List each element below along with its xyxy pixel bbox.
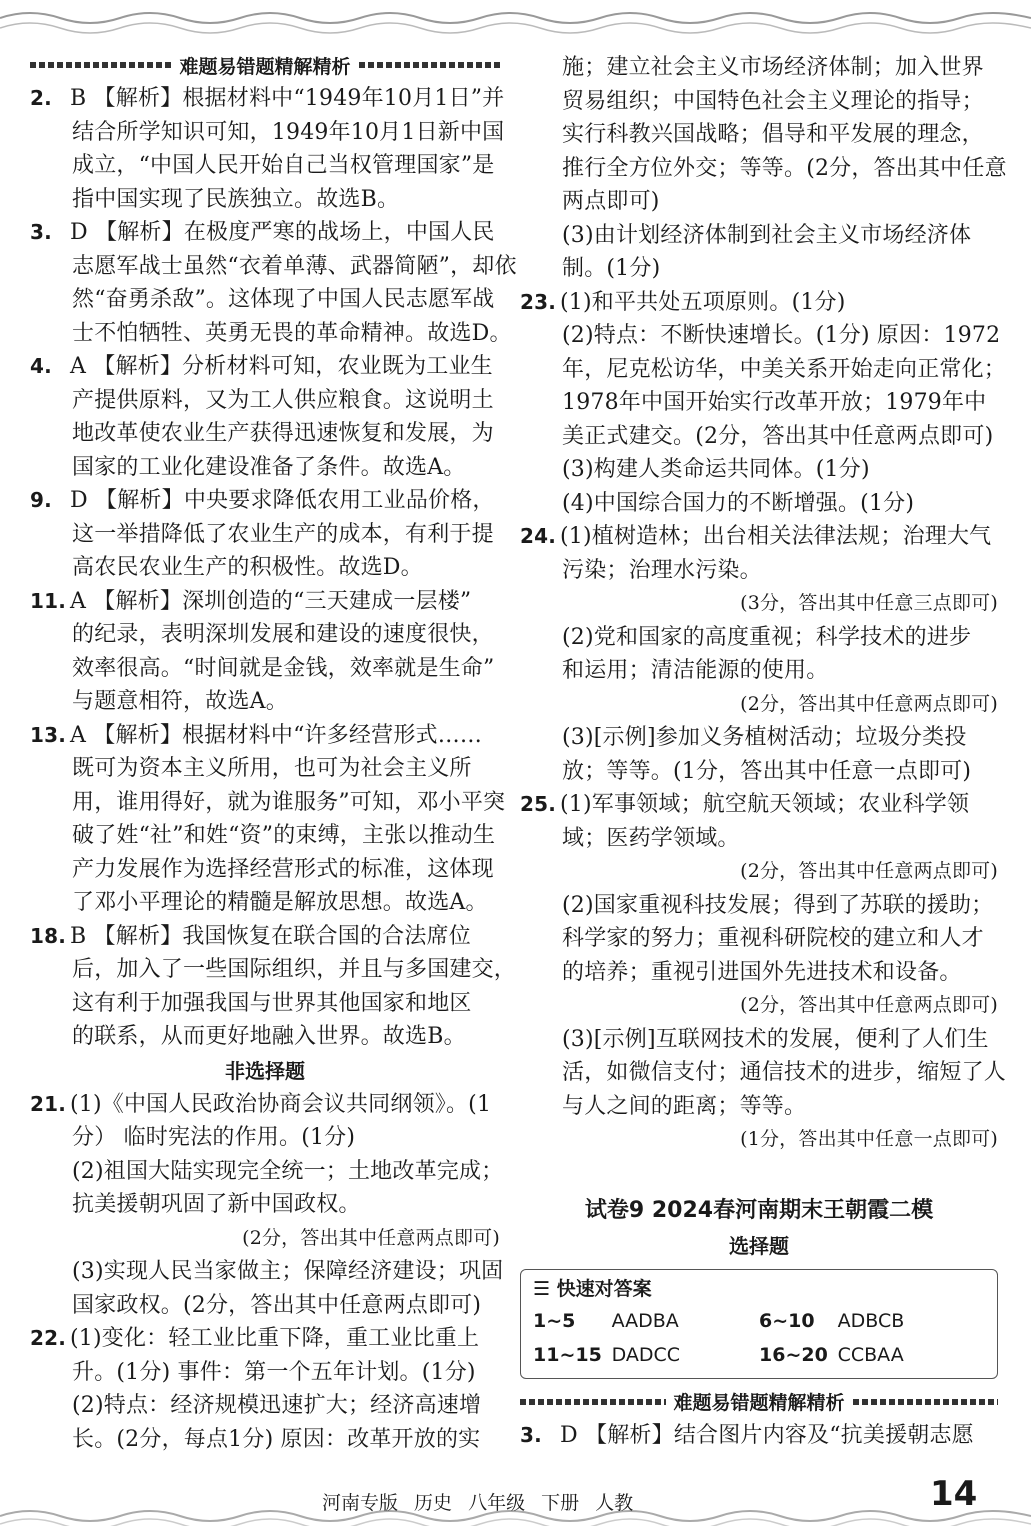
left-answer-list [30, 82, 517, 1456]
item-number: 24. [520, 524, 557, 548]
answer-line: 推行全方位外交；等等。(2分，答出其中任意 [562, 155, 1007, 181]
scoring-note: (2分，答出其中任意两点即可) [740, 692, 998, 715]
answer-line: 与人之间的距离；等等。 [562, 1093, 807, 1119]
item-text: (1)和平共处五项原则。(1分) [560, 289, 846, 315]
left-column [30, 48, 517, 1456]
answer-line: 成立，“中国人民开始自己当权管理国家”是 [72, 153, 495, 178]
quick-answer-row: 11~15 DADCC 16~20 CCBAA [533, 1343, 904, 1366]
answer-item [30, 216, 500, 250]
answer-line: 与题意相符，故选A。 [72, 689, 288, 714]
footer-info: 河南专版 历史 八年级 下册 人教 [322, 1492, 634, 1514]
list-icon: ☰ [533, 1277, 557, 1300]
item-number: 21. [30, 1091, 67, 1116]
answer-item [520, 520, 998, 554]
section-banner [30, 48, 500, 82]
answer-item [30, 82, 505, 116]
item-text: D 【解析】在极度严寒的战场上，中国人民 [70, 220, 495, 245]
answer-item [30, 920, 500, 954]
answer-item [520, 788, 998, 822]
answer-item [30, 1322, 500, 1356]
banner-title: 难题易错题精解精析 [673, 1392, 845, 1414]
item-number: 18. [30, 923, 67, 948]
answer-line: (2)祖国大陆实现完全统一；土地改革完成； [72, 1158, 504, 1184]
answer-line: 分） 临时宪法的作用。(1分) [72, 1125, 356, 1150]
answer-item [30, 585, 500, 619]
answer-line: 既可为资本主义所用，也可为社会主义所 [72, 756, 472, 781]
answer-line: 产提供原料，又为工人供应粮食。这说明土 [72, 387, 494, 413]
answer-line: 美正式建交。(2分，答出其中任意两点即可) [562, 423, 994, 449]
answer-line: (3)构建人类命运共同体。(1分) [562, 457, 870, 482]
answer-line: 这一举措降低了农业生产的成本，有利于提 [72, 521, 494, 547]
answer-line: 的培养；重视引进国外先进技术和设备。 [562, 959, 962, 985]
item-text: B 【解析】根据材料中“1949年10月1日”并 [70, 86, 505, 111]
item-number: 2. [30, 86, 52, 110]
answer-line: 科学家的努力；重视科研院校的建立和人才 [562, 926, 984, 951]
answer-line: 结合所学知识可知，1949年10月1日新中国 [72, 119, 505, 145]
answer-line: 了邓小平理论的精髓是解放思想。故选A。 [72, 890, 488, 915]
answer-line: 升。(1分) 事件：第一个五年计划。(1分) [72, 1359, 476, 1385]
answer-line: (2)特点：经济规模迅速扩大；经济高速增 [72, 1393, 482, 1418]
answer-item [30, 719, 500, 753]
quick-answer-box [520, 1269, 998, 1379]
answer-line: 产力发展作为选择经营形式的标准，这体现 [72, 856, 494, 882]
answer-line: 国家政权。(2分，答出其中任意两点即可) [72, 1292, 482, 1318]
answer-line: (4)中国综合国力的不断增强。(1分) [562, 490, 915, 516]
answer-line: 施；建立社会主义市场经济体制；加入世界 [562, 55, 984, 80]
answer-item [30, 1088, 500, 1122]
item-number: 22. [30, 1326, 67, 1350]
answer-line: 后，加入了一些国际组织，并且与多国建交， [72, 957, 517, 982]
item-text: D 【解析】中央要求降低农用工业品价格， [70, 488, 495, 513]
item-text: (1)植树造林；出台相关法律法规；治理大气 [560, 524, 992, 549]
scoring-note: (1分，答出其中任意一点即可) [740, 1128, 998, 1150]
answer-line: 用，谁用得好，就为谁服务”可知，邓小平突 [72, 789, 506, 815]
answer-line: 士不怕牺牲、英勇无畏的革命精神。故选D。 [72, 320, 512, 346]
answer-line: (3)[示例]互联网技术的发展，便利了人们生 [562, 1026, 989, 1052]
answer-item: 3. D 【解析】结合图片内容及“抗美援朝志愿 [520, 1422, 974, 1448]
scoring-note: (2分，答出其中任意两点即可) [242, 1226, 500, 1249]
answer-line: 破了姓“社”和姓“资”的束缚，主张以推动生 [72, 823, 496, 848]
answer-line: (3)[示例]参加义务植树活动；垃圾分类投 [562, 725, 967, 750]
item-number: 11. [30, 588, 67, 613]
answer-line: 年，尼克松访华，中美关系开始走向正常化； [562, 356, 1007, 382]
answer-line: 效率很高。“时间就是金钱，效率就是生命” [72, 655, 495, 681]
answer-line: 1978年中国开始实行改革开放；1979年中 [562, 390, 987, 415]
answer-line: 高农民农业生产的积极性。故选D。 [72, 555, 423, 580]
item-text: A 【解析】深圳创造的“三天建成一层楼” [70, 588, 472, 614]
item-number: 3. [30, 220, 52, 244]
quick-answer-heading: ☰ 快速对答案 [533, 1277, 652, 1300]
right-answer-list [520, 51, 1007, 1157]
answer-line: 两点即可) [562, 189, 660, 214]
paper-title: 试卷9 2024春河南期末王朝霞二模 [584, 1197, 934, 1223]
answer-line: 地改革使农业生产获得迅速恢复和发展，为 [72, 421, 494, 446]
answer-line: (3)实现人民当家做主；保障经济建设；巩固 [72, 1259, 504, 1284]
item-text: A 【解析】根据材料中“许多经营形式…… [70, 722, 483, 748]
item-number: 13. [30, 722, 67, 747]
answer-line: 活，如微信支付；通信技术的进步，缩短了人 [562, 1060, 1007, 1085]
answer-line: 贸易组织；中国特色社会主义理论的指导； [562, 88, 984, 114]
section-banner [520, 1385, 998, 1419]
answer-line: 志愿军战士虽然“衣着单薄、武器简陋”，却依 [72, 253, 517, 279]
answer-line: 长。(2分，每点1分) 原因：改革开放的实 [72, 1426, 481, 1452]
answer-item [30, 484, 500, 518]
page-number: 14 [930, 1474, 978, 1514]
answer-line: 域；医药学领域。 [562, 825, 740, 851]
top-wave-border [0, 4, 1031, 44]
item-number: 4. [30, 354, 52, 378]
answer-line: 的联系，从而更好地融入世界。故选B。 [72, 1024, 466, 1049]
answer-line: 放；等等。(1分，答出其中任意一点即可) [562, 758, 972, 784]
answer-line: 抗美援朝巩固了新中国政权。 [72, 1192, 361, 1217]
item-text: (1)《中国人民政治协商会议共同纲领》。(1 [70, 1091, 492, 1117]
answer-item [30, 350, 500, 384]
choice-section-title: 选择题 [729, 1233, 789, 1258]
item-number: 23. [520, 289, 557, 314]
answer-line: 这有利于加强我国与世界其他国家和地区 [72, 990, 472, 1016]
scoring-note: (2分，答出其中任意两点即可) [740, 860, 998, 882]
answer-line: 制。(1分) [562, 256, 661, 281]
answer-item [520, 286, 998, 320]
answer-line: 指中国实现了民族独立。故选B。 [72, 186, 400, 212]
answer-line: 然“奋勇杀敌”。这体现了中国人民志愿军战 [72, 287, 495, 312]
item-text: (1)军事领域；航空航天领域；农业科学领 [560, 792, 970, 817]
item-number: 9. [30, 488, 52, 512]
answer-line: 和运用；清洁能源的使用。 [562, 658, 829, 683]
answer-line: 国家的工业化建设准备了条件。故选A。 [72, 454, 466, 480]
answer-line: 实行科教兴国战略；倡导和平发展的理念， [562, 122, 984, 147]
answer-line: (2)国家重视科技发展；得到了苏联的援助； [562, 892, 994, 918]
answer-line: (2)特点：不断快速增长。(1分) 原因：1972 [562, 323, 1001, 348]
item-number: 25. [520, 792, 557, 816]
answer-line: (3)由计划经济体制到社会主义市场经济体 [562, 222, 972, 248]
answer-line: 污染；治理水污染。 [562, 557, 762, 583]
section-title: 非选择题 [225, 1058, 305, 1083]
scoring-note: (3分，答出其中任意三点即可) [740, 592, 998, 614]
banner-title: 难题易错题精解精析 [179, 55, 351, 78]
item-text: (1)变化：轻工业比重下降，重工业比重上 [70, 1326, 480, 1351]
scoring-note: (2分，答出其中任意两点即可) [740, 994, 998, 1016]
quick-answer-row: 1~5 AADBA 6~10 ADBCB [533, 1309, 905, 1332]
answer-line: (2)党和国家的高度重视；科学技术的进步 [562, 624, 972, 650]
answer-line: 的纪录，表明深圳发展和建设的速度很快， [72, 622, 494, 647]
right-column [520, 51, 1007, 1452]
item-text: B 【解析】我国恢复在联合国的合法席位 [70, 923, 471, 949]
item-text: A 【解析】分析材料可知，农业既为工业生 [70, 354, 493, 379]
